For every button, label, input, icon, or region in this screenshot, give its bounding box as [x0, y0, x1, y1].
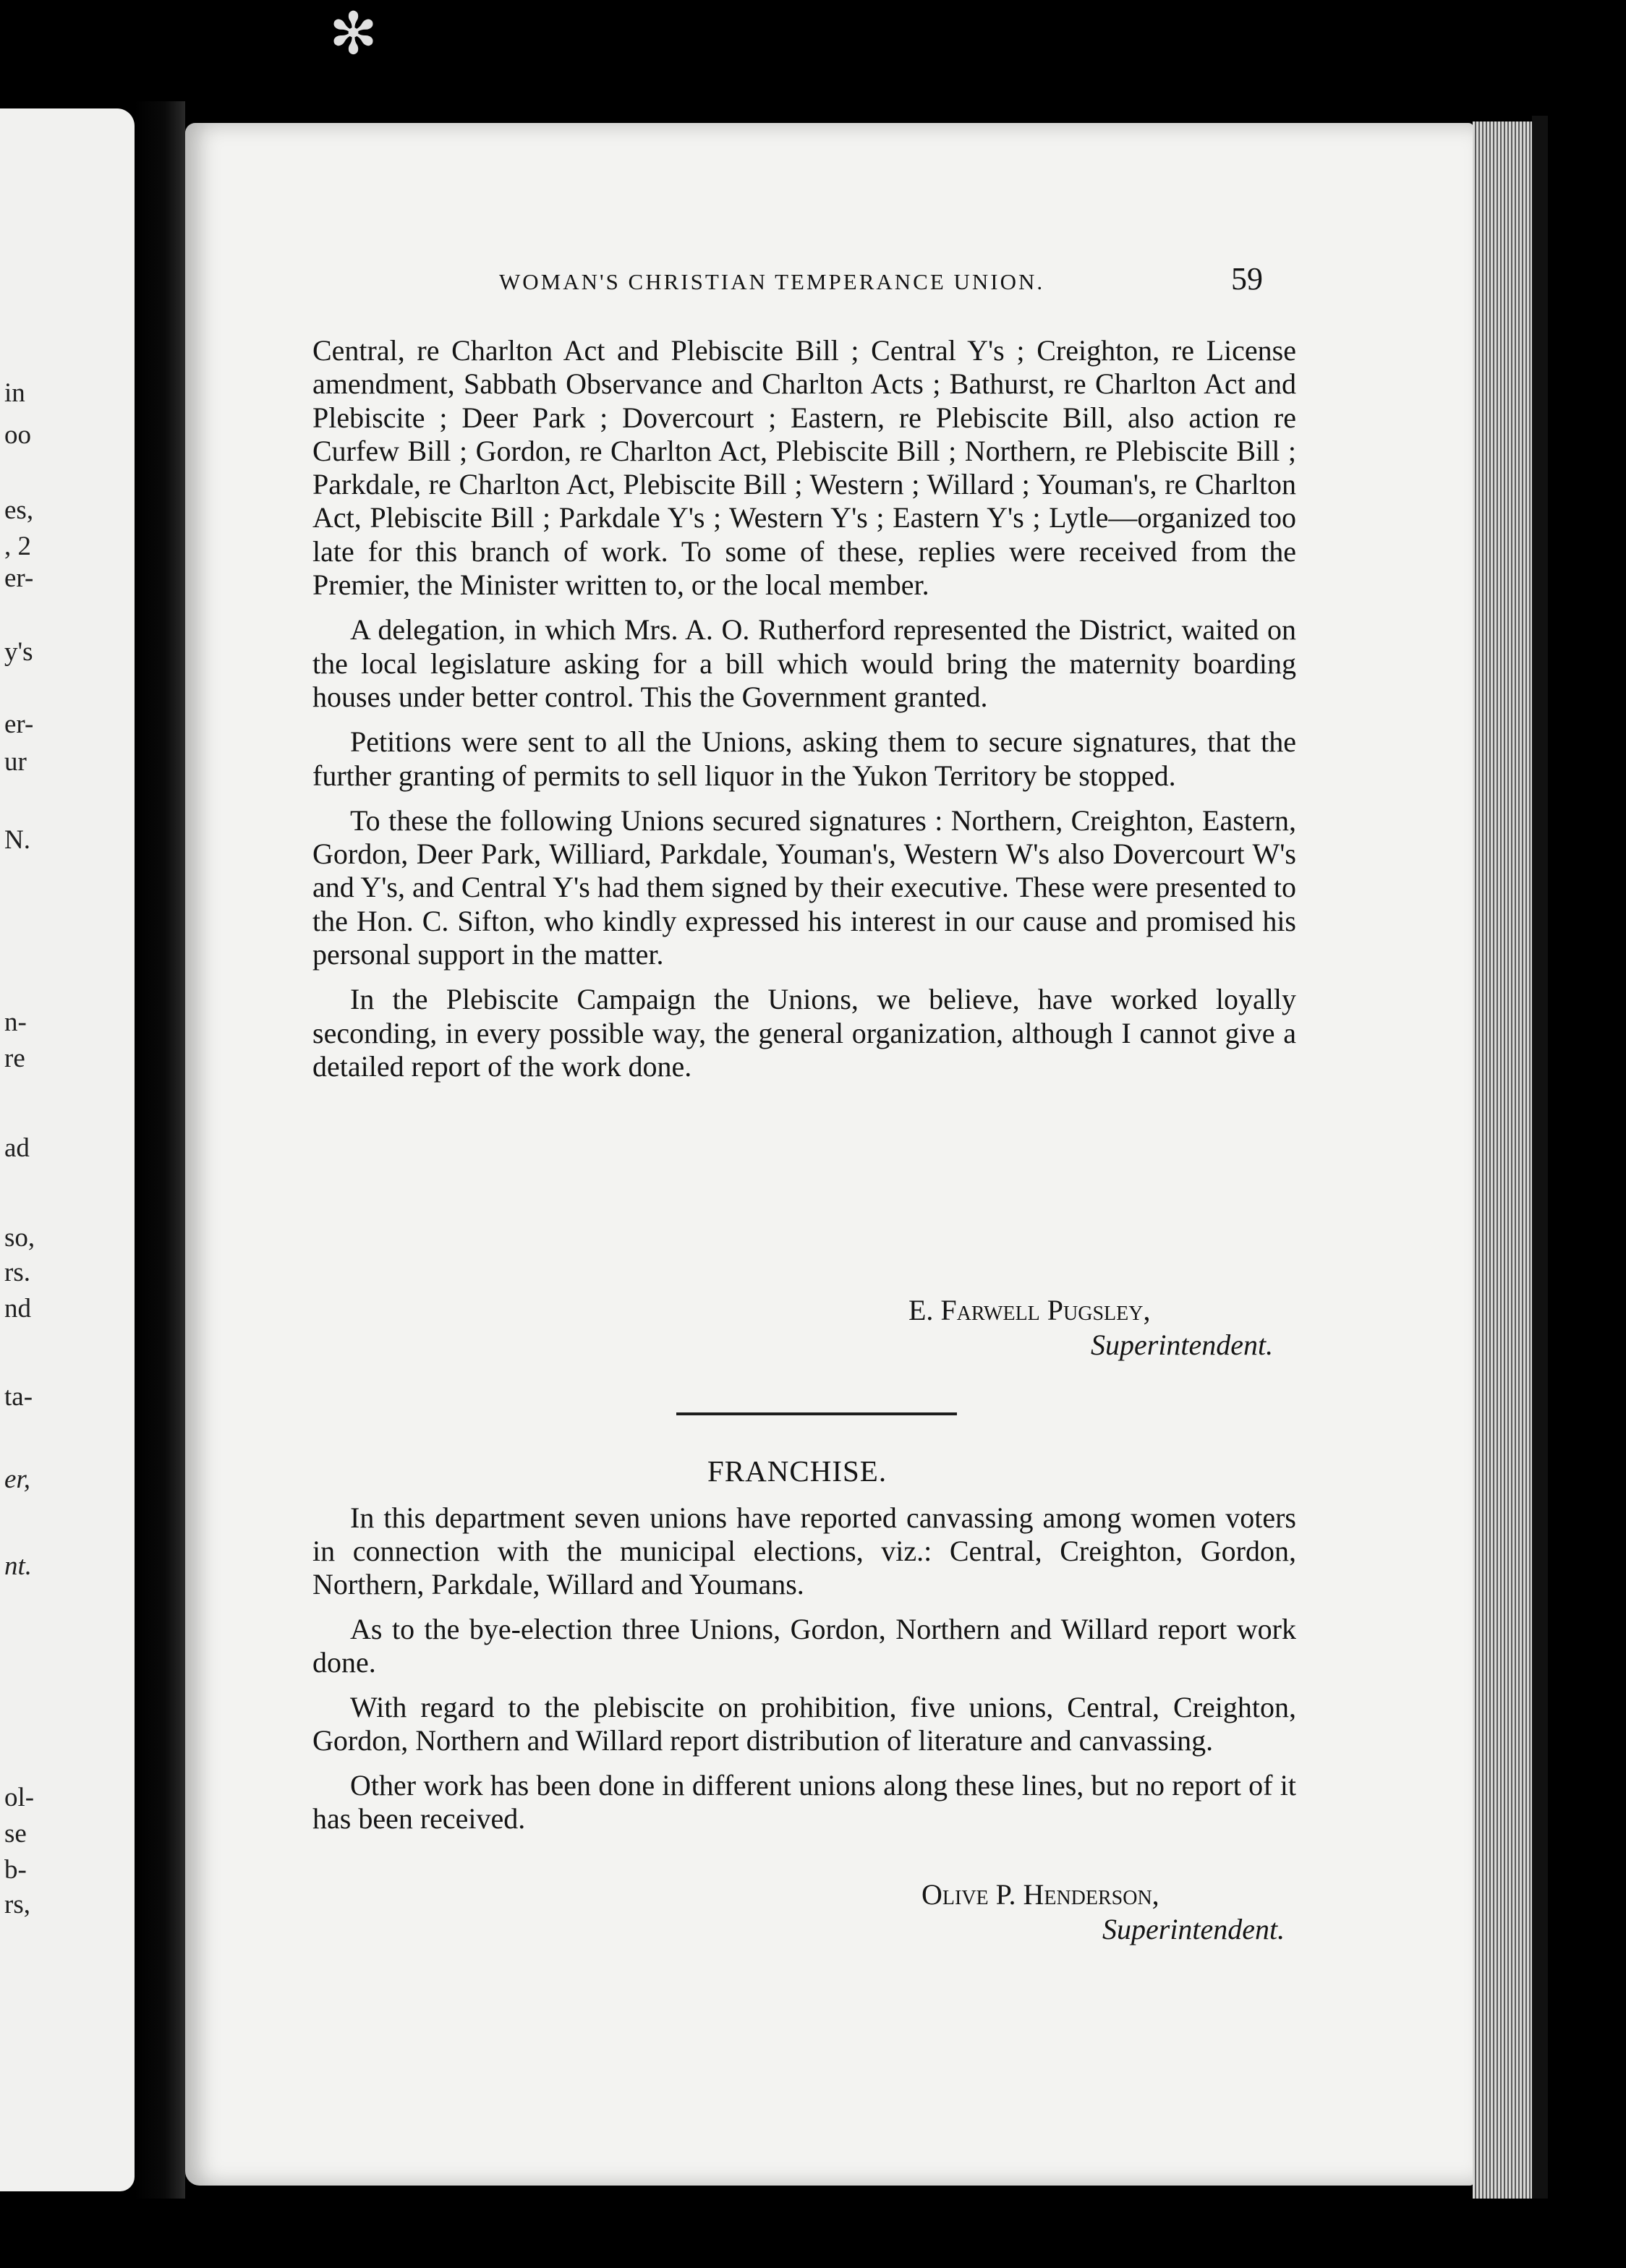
paragraph: Central, re Charlton Act and Plebiscite Bill ; Central Y's ; Creighton, re License amendment, Sabbath Observance and Charlton Acts ; Bathurst, re Charlton Act and Plebiscite ; Deer Park ; Dovercourt ; Eastern, re Plebiscite Bill, also action re Curfew Bill ; Gordon, re Charlton Act, Plebiscite Bill ; Northern, re Plebiscite Bill ; Parkdale, re Charlton Act, Plebiscite Bill ; Western ; Willard ; Youman's, re Charlton Act, Plebiscite Bill ; Parkdale Y's ; Western Y's ; Eastern Y's ; Lytle—organized too late for this branch of work. To some of these, replies were received from the Premier, the Minister written to, or the local member.: [312, 334, 1296, 602]
facing-page-fragment: nt.: [4, 1551, 33, 1581]
facing-page-fragment: so,: [4, 1223, 35, 1253]
page-edges: [1473, 122, 1532, 2199]
facing-page-fragment: N.: [4, 825, 30, 855]
facing-page-fragment: rs.: [4, 1258, 30, 1287]
facing-page-fragment: se: [4, 1819, 27, 1849]
section-heading: FRANCHISE.: [707, 1454, 888, 1488]
facing-page-fragment: ol-: [4, 1783, 35, 1812]
facing-page-fragment: , 2: [4, 532, 31, 561]
facing-page-fragment: ad: [4, 1133, 30, 1163]
report-body: [312, 334, 1296, 1083]
facing-page-fragment: b-: [4, 1855, 27, 1885]
facing-page-fragment: re: [4, 1044, 25, 1073]
paragraph: With regard to the plebiscite on prohibition, five unions, Central, Creighton, Gordon, Northern and Willard report distribution of literature and canvassing.: [312, 1691, 1296, 1757]
facing-page-fragment: er-: [4, 709, 34, 739]
paragraph: A delegation, in which Mrs. A. O. Rutherford represented the District, waited on the local legislature asking for a bill which would bring the maternity boarding houses under better control. This the Government granted.: [312, 613, 1296, 713]
page-number: 59: [1231, 261, 1263, 297]
dust-speck: ✻: [329, 3, 378, 67]
facing-page-fragment: ta-: [4, 1382, 33, 1412]
paragraph: In this department seven unions have reported canvassing among women voters in connection with the municipal elections, viz.: Central, Creighton, Gordon, Northern, Parkdale, Willard and Youmans.: [312, 1501, 1296, 1600]
book-gutter: [135, 101, 185, 2199]
facing-page-fragment: nd: [4, 1294, 31, 1323]
paragraph: Other work has been done in different unions along these lines, but no report of it has been received.: [312, 1769, 1296, 1835]
signature-name: Olive P. Henderson,: [921, 1878, 1159, 1911]
running-head: WOMAN'S CHRISTIAN TEMPERANCE UNION.: [499, 269, 1045, 294]
facing-page-fragment: ur: [4, 747, 27, 777]
signature-name: E. Farwell Pugsley,: [908, 1294, 1151, 1326]
facing-page-fragment: in: [4, 378, 25, 408]
paragraph: In the Plebiscite Campaign the Unions, we believe, have worked loyally seconding, in every possible way, the general organization, although I cannot give a detailed report of the work done.: [312, 983, 1296, 1083]
facing-page-fragment: er,: [4, 1465, 30, 1494]
franchise-body: [312, 1501, 1296, 1836]
paragraph: As to the bye-election three Unions, Gordon, Northern and Willard report work done.: [312, 1613, 1296, 1679]
cover-edge: [1532, 116, 1548, 2199]
facing-page-fragment: es,: [4, 495, 34, 525]
section-divider: [676, 1412, 957, 1415]
facing-page-fragment: oo: [4, 420, 31, 450]
signature-title: Superintendent.: [1091, 1329, 1274, 1361]
paragraph: To these the following Unions secured signatures : Northern, Creighton, Eastern, Gordon, Deer Park, Williard, Parkdale, Youman's, Western W's also Dovercourt W's and Y's, and Central Y's had them signed by their executive. These were presented to the Hon. C. Sifton, who kindly expressed his interest in our cause and promised his personal support in the matter.: [312, 803, 1296, 971]
facing-page-fragment: rs,: [4, 1890, 30, 1919]
facing-page: [0, 108, 135, 2191]
facing-page-fragment: n-: [4, 1007, 27, 1037]
signature-title: Superintendent.: [1102, 1913, 1285, 1945]
facing-page-fragment: er-: [4, 563, 34, 593]
paragraph: Petitions were sent to all the Unions, asking them to secure signatures, that the further granting of permits to sell liquor in the Yukon Territory be stopped.: [312, 725, 1296, 792]
facing-page-fragment: y's: [4, 637, 33, 667]
